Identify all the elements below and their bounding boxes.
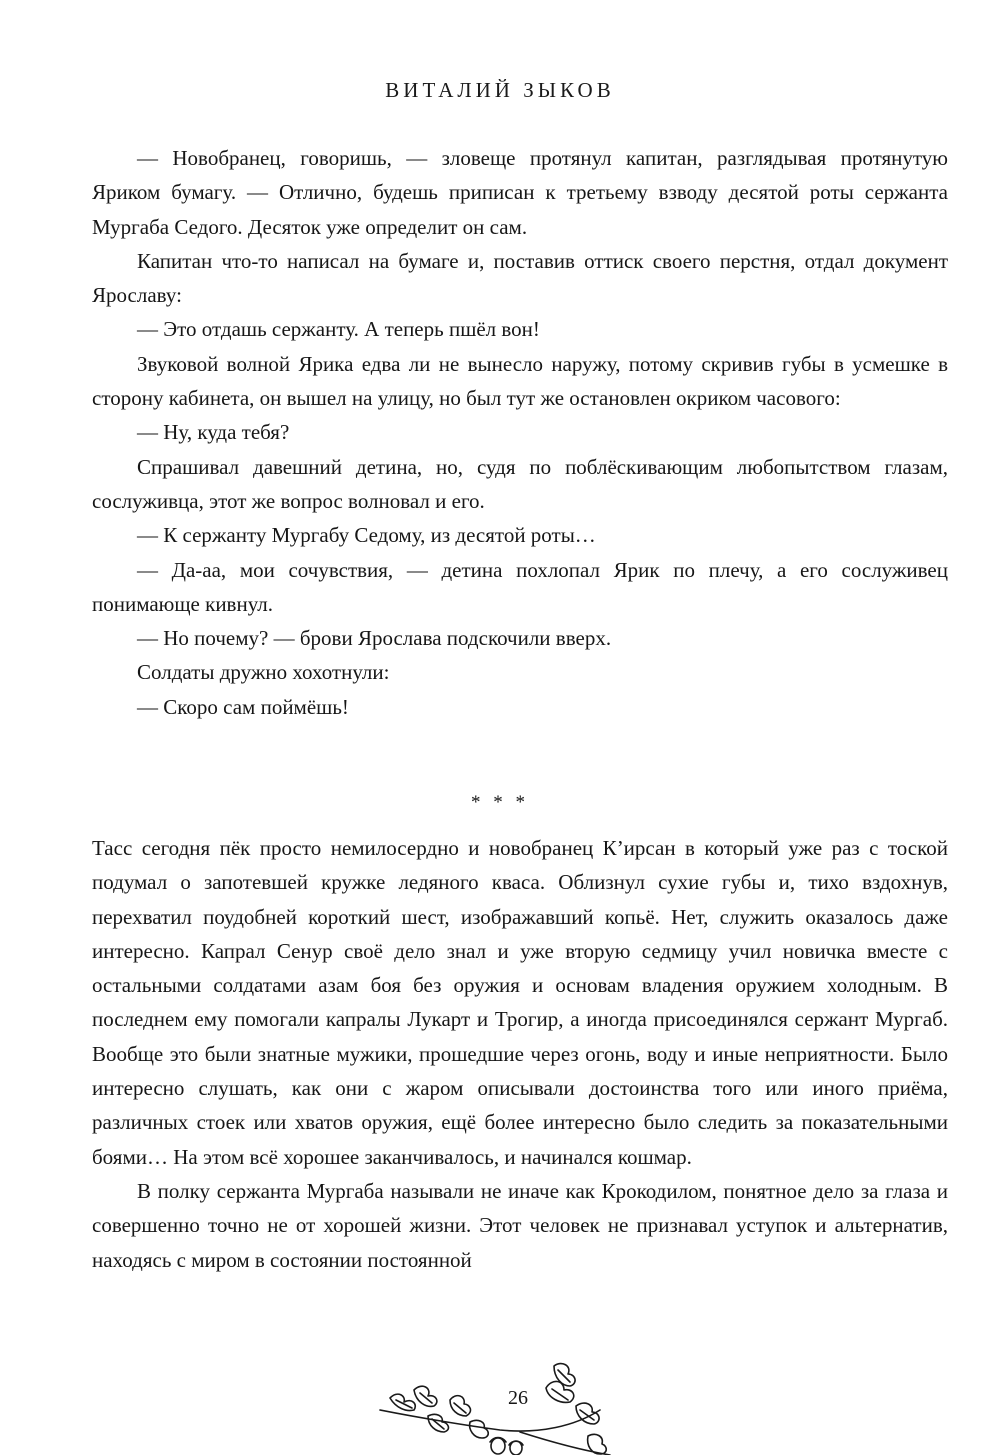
scene-break-asterisks: * * * <box>471 792 529 813</box>
paragraph: — Ну, куда тебя? <box>137 420 290 445</box>
paragraph: — Скоро сам поймёшь! <box>137 694 349 719</box>
paragraph: — Это отдашь сержанту. А теперь пшёл вон! <box>137 317 540 342</box>
paragraph: — Но почему? — брови Ярослава подскочили вверх. <box>137 626 612 651</box>
paragraph: В полку сержанта Мургаба называли не иначе как Крокодилом, понятное дело за глаза и совершенно точно не от хорошей жизни. Этот человек не признавал уступок и альтернатив, находясь с миром в состоянии постоянной <box>92 1178 948 1272</box>
paragraph: Тасс сегодня пёк просто немилосердно и новобранец К’ирсан в который уже раз с тоской подумал о запотевшей кружке ледяного кваса. Облизнул сухие губы и, тихо вздохнув, перехватил поудобней короткий шест, изображавший копьё. Нет, служить оказалось даже интересно. Капрал Сенур своё дело знал и уже вторую седмицу учил новичка вместе с остальными солдатами азам боя без оружия и основам владения оружием холодным. В последнем ему помогали капралы Лукарт и Трогир, а иногда присоединялся сержант Мургаб. Вообще это были знатные мужики, прошедшие через огонь, воду и иные неприятности. Было интересно слушать, как они с жаром описывали достоинства того или иного приёма, различных стоек или хватов оружия, ещё более интересно было следить за показательными боями… На этом всё хорошее заканчивалось, и начинался кошмар. <box>92 836 948 1169</box>
paragraph: — К сержанту Мургабу Седому, из десятой роты… <box>137 523 596 548</box>
paragraph: Солдаты дружно хохотнули: <box>137 660 390 685</box>
paragraph: — Новобранец, говоришь, — зловеще протянул капитан, разглядывая протянутую Яриком бумагу. — Отлично, будешь приписан к третьему взводу десятой роты сержанта Мургаба Седого. Десяток уже определит он сам. <box>92 146 948 239</box>
page-number: 26 <box>508 1387 528 1409</box>
paragraph: — Да-аа, мои сочувствия, — детина похлопал Ярик по плечу, а его сослуживец понимающе кивнул. <box>92 557 948 616</box>
text-section-dialogue <box>92 141 948 724</box>
text-section-narrative <box>92 831 948 1277</box>
paragraph: Звуковой волной Ярика едва ли не вынесло наружу, потому скривив губы в усмешке в сторону кабинета, он вышел на улицу, но был тут же остановлен окриком часового: <box>92 351 948 411</box>
paragraph: Капитан что-то написал на бумаге и, поставив оттиск своего перстня, отдал документ Ярославу: <box>92 248 948 308</box>
running-header-author: ВИТАЛИЙ ЗЫКОВ <box>385 78 615 102</box>
paragraph: Спрашивал давешний детина, но, судя по поблёскивающим любопытством глазам, сослуживца, этот же вопрос волновал и его. <box>92 454 948 513</box>
